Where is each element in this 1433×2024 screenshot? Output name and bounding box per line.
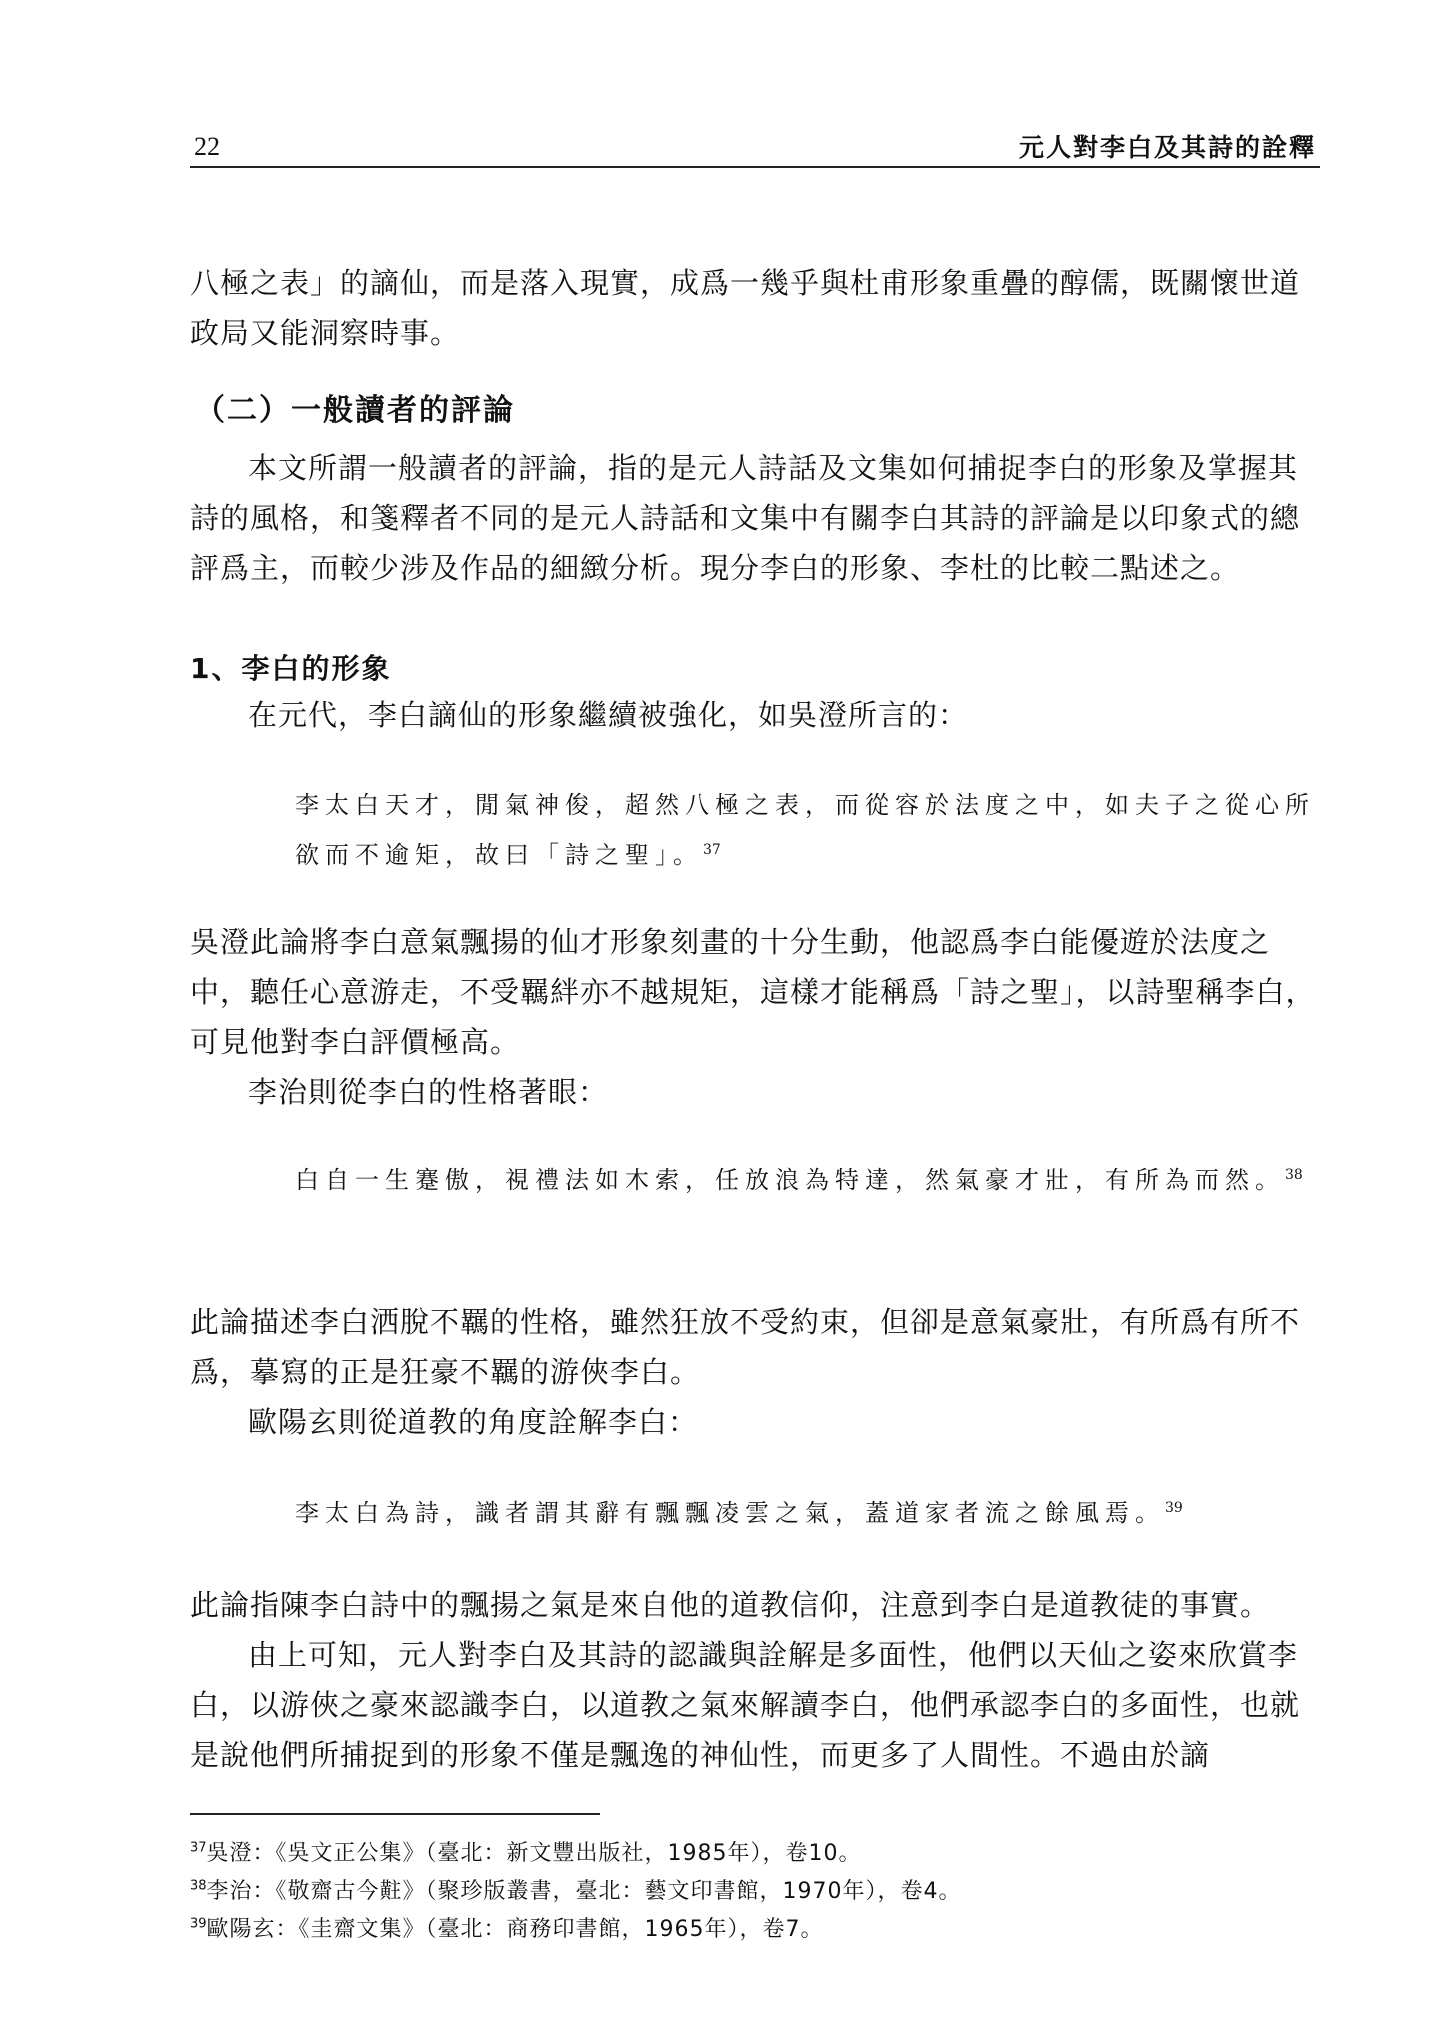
footnote <box>190 1914 1320 1946</box>
footnote-number: 37 <box>190 1840 207 1856</box>
running-title: 元人對李白及其詩的詮釋 <box>1018 133 1316 162</box>
paragraph: 此論描述李白洒脫不羈的性格，雖然狂放不受約束，但卻是意氣豪壯，有所爲有所不爲，摹寫的正是狂豪不羈的游俠李白。 <box>190 1305 1301 1389</box>
footnote-divider <box>190 1813 600 1815</box>
footnote-text: 李治：《敬齋古今黈》（聚珍版叢書，臺北：藝文印書館，1970年），卷4。 <box>206 1879 962 1904</box>
paragraph: 李治則從李白的性格著眼： <box>248 1075 609 1109</box>
footnote-ref: 38 <box>1285 1167 1303 1183</box>
page-header <box>190 128 1320 168</box>
subsection-title: 1、李白的形象 <box>190 652 392 685</box>
footnote-text: 歐陽玄：《圭齋文集》（臺北：商務印書館，1965年），卷7。 <box>206 1917 824 1942</box>
block-quote <box>295 1488 1320 1538</box>
footnote-text: 吳澄：《吳文正公集》（臺北：新文豐出版社，1985年），卷10。 <box>206 1841 862 1866</box>
paragraph: 吳澄此論將李白意氣飄揚的仙才形象刻畫的十分生動，他認爲李白能優遊於法度之中，聽任心意游走，不受羈絆亦不越規矩，這樣才能稱爲「詩之聖」，以詩聖稱李白，可見他對李白評價極高。 <box>190 925 1316 1059</box>
quote-text: 李太白天才，閒氣神俊，超然八極之表，而從容於法度之中，如夫子之從心所欲而不逾矩，故曰「詩之聖」。 <box>295 791 1315 869</box>
footnote-ref: 39 <box>1165 1500 1183 1516</box>
quote-text: 白自一生蹇傲，視禮法如木索，任放浪為特達，然氣豪才壯，有所為而然。 <box>295 1166 1285 1194</box>
paragraph: 歐陽玄則從道教的角度詮解李白： <box>248 1405 699 1439</box>
paragraph-continued: 八極之表」的謫仙，而是落入現實，成爲一幾乎與杜甫形象重疊的醇儒，既關懷世道政局又能洞察時事。 <box>190 266 1301 350</box>
section-title: （二）一般讀者的評論 <box>195 393 515 428</box>
paragraph: 由上可知，元人對李白及其詩的認識與詮解是多面性，他們以天仙之姿來欣賞李白，以游俠之豪來認識李白，以道教之氣來解讀李白，他們承認李白的多面性，也就是說他們所捕捉到的形象不僅是飄逸的神仙性，而更多了人間性。不過由於謫 <box>190 1638 1301 1772</box>
footnote <box>190 1876 1320 1908</box>
paragraph-intro: 本文所謂一般讀者的評論，指的是元人詩話及文集如何捕捉李白的形象及掌握其詩的風格，和箋釋者不同的是元人詩話和文集中有關李白其詩的評論是以印象式的總評爲主，而較少涉及作品的細緻分析。現分李白的形象、李杜的比較二點述之。 <box>190 451 1301 585</box>
block-quote <box>295 780 1320 880</box>
footnote-ref: 37 <box>703 842 721 858</box>
page-number: 22 <box>194 132 220 161</box>
footnote <box>190 1838 1320 1870</box>
paragraph: 在元代，李白謫仙的形象繼續被強化，如吳澄所言的： <box>248 698 969 732</box>
quote-text: 李太白為詩，識者謂其辭有飄飄凌雲之氣，蓋道家者流之餘風焉。 <box>295 1499 1165 1527</box>
footnote-number: 39 <box>190 1916 207 1932</box>
footnote-number: 38 <box>190 1878 207 1894</box>
paragraph: 此論指陳李白詩中的飄揚之氣是來自他的道教信仰，注意到李白是道教徒的事實。 <box>190 1588 1271 1622</box>
block-quote <box>295 1155 1320 1205</box>
